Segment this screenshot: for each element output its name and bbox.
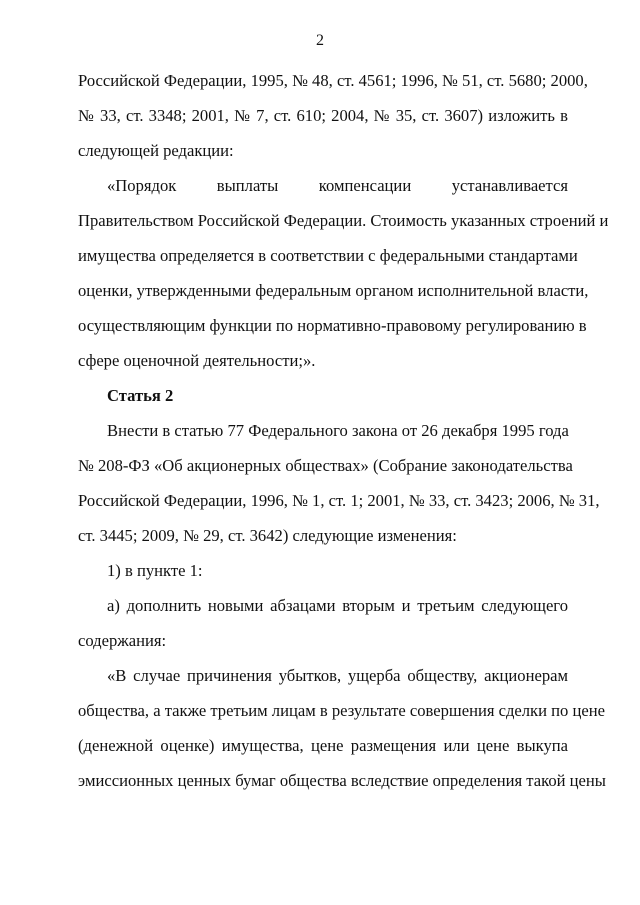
- text-line: эмиссионных ценных бумаг общества вследствие определения такой цены: [78, 771, 606, 790]
- text-line: оценки, утвержденными федеральным органом исполнительной власти,: [78, 281, 589, 300]
- text-line: имущества определяется в соответствии с федеральными стандартами: [78, 246, 578, 265]
- article-heading: Статья 2: [107, 386, 174, 405]
- list-item-line: а) дополнить новыми абзацами вторым и третьим следующего: [107, 596, 568, 615]
- list-item-line: 1) в пункте 1:: [107, 561, 203, 580]
- text-line: осуществляющим функции по нормативно-правовому регулированию в: [78, 316, 587, 335]
- page-number: 2: [316, 32, 324, 49]
- text-line: ст. 3445; 2009, № 29, ст. 3642) следующие изменения:: [78, 526, 457, 545]
- text-line: № 208-ФЗ «Об акционерных обществах» (Собрание законодательства: [78, 456, 573, 475]
- text-line: следующей редакции:: [78, 141, 234, 160]
- text-line: «В случае причинения убытков, ущерба обществу, акционерам: [107, 666, 568, 685]
- text-line: сфере оценочной деятельности;».: [78, 351, 316, 370]
- text-line: Внести в статью 77 Федерального закона от 26 декабря 1995 года: [107, 421, 569, 440]
- text-line: Российской Федерации, 1995, № 48, ст. 4561; 1996, № 51, ст. 5680; 2000,: [78, 71, 588, 90]
- text-line: Российской Федерации, 1996, № 1, ст. 1; 2001, № 33, ст. 3423; 2006, № 31,: [78, 491, 600, 510]
- text-line: № 33, ст. 3348; 2001, № 7, ст. 610; 2004, № 35, ст. 3607) изложить в: [78, 106, 568, 125]
- text-line: «Порядок выплаты компенсации устанавливается: [107, 176, 568, 195]
- text-line: содержания:: [78, 631, 167, 650]
- text-line: Правительством Российской Федерации. Стоимость указанных строений и: [78, 211, 609, 230]
- text-line: общества, а также третьим лицам в результате совершения сделки по цене: [78, 701, 605, 720]
- text-line: (денежной оценке) имущества, цене размещения или цене выкупа: [78, 736, 568, 755]
